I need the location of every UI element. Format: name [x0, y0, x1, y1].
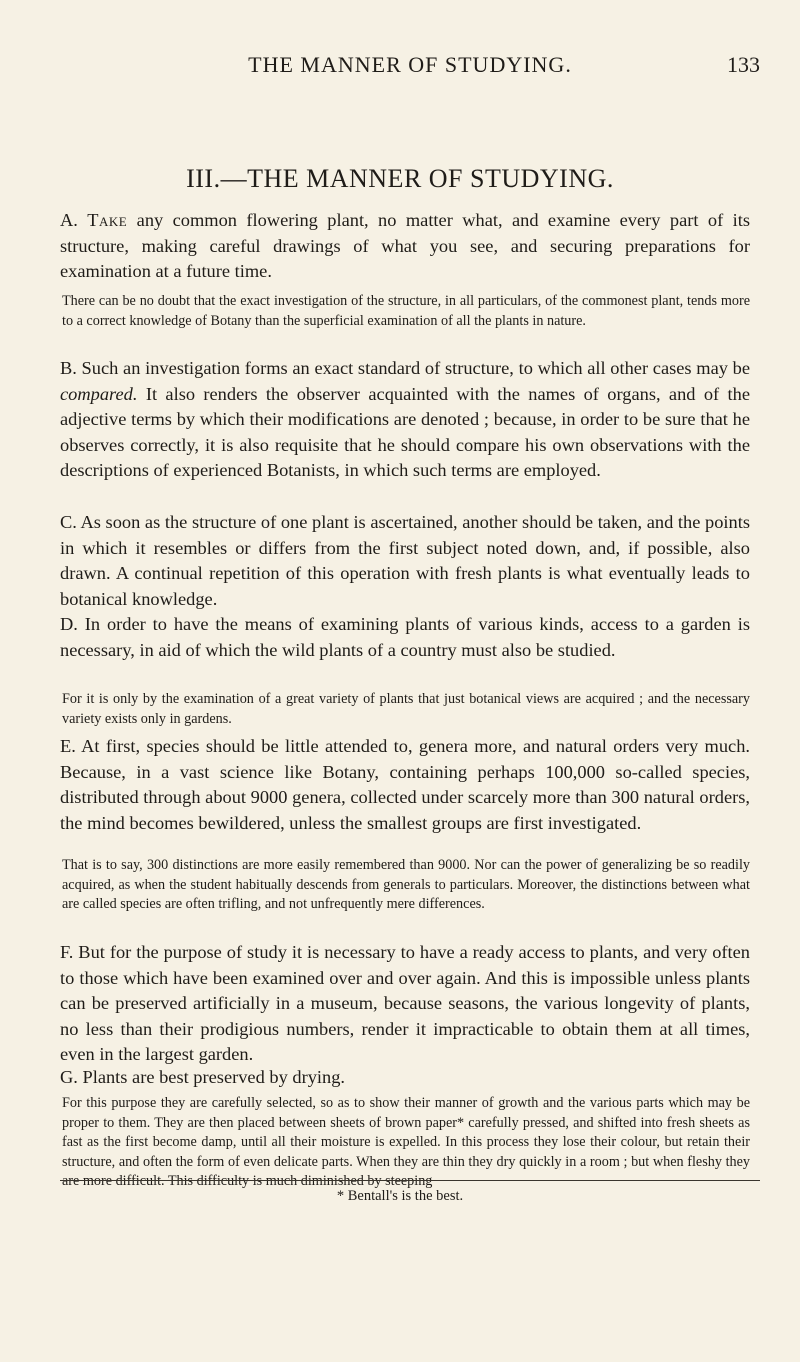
- section-a-paragraph: [60, 208, 750, 285]
- section-e-note: [60, 856, 750, 915]
- section-b-text-2: It also renders the observer acquainted with the names of organs, and of the adjective terms by which their modifications are denoted ; because, in order to be sure that he observes correctly, it is also requisite that he should compare his own observations with the descriptions of experienced Botanists, in which such terms are employed.: [60, 383, 750, 480]
- footnote: * Bentall's is the best.: [336, 1188, 464, 1204]
- footnote-rule: [60, 1180, 760, 1181]
- page-number: 133: [727, 52, 760, 77]
- section-d-note-text: For it is only by the examination of a great variety of plants that just botanical views are acquired ; and the necessary variety exists only in gardens.: [62, 691, 750, 727]
- section-b-emphasis: compared.: [60, 383, 138, 404]
- section-f-paragraph: F. But for the purpose of study it is necessary to have a ready access to plants, and very often to those which have been examined over and over again. And this is impossible unless plants can be preserved artificially in a museum, because seasons, the various longevity of plants, no less than their prodigious numbers, render it impracticable to obtain them at all times, even in the largest garden.: [60, 942, 750, 1064]
- section-g-note-text: For this purpose they are carefully selected, so as to show their manner of growth and the various parts which may be proper to them. They are then placed between sheets of brown paper* carefully pressed, and shifted into fresh sheets as fast as the first become damp, until all their moisture is expelled. In this process they lose their colour, but retain their structure, and often the form of even delicate parts. When they are thin they dry quickly in a room ; but when fleshy they are more difficult. This difficulty is much diminished by steeping: [62, 1095, 750, 1189]
- section-d-paragraph: D. In order to have the means of examining plants of various kinds, access to a garden is necessary, in aid of which the wild plants of a country must also be studied.: [60, 614, 750, 660]
- section-b-paragraph: [60, 356, 750, 484]
- section-e: [60, 734, 750, 836]
- section-a-lead: Take: [87, 210, 128, 230]
- section-d: [60, 612, 750, 663]
- section-a-label: A.: [60, 210, 78, 230]
- section-g-note: [60, 1094, 750, 1192]
- section-a: [60, 208, 750, 285]
- section-c-paragraph: C. As soon as the structure of one plant is ascertained, another should be taken, and the points in which it resembles or differs from the first subject noted down, and, if possible, also drawn. A continual repetition of this operation with fresh plants is what eventually leads to botanical knowledge.: [60, 512, 750, 609]
- section-e-paragraph: E. At first, species should be little attended to, genera more, and natural orders very much. Because, in a vast science like Botany, containing perhaps 100,000 so-called species, distributed through about 9000 genera, collected under scarcely more than 300 natural orders, the mind becomes bewildered, unless the smallest groups are first investigated.: [60, 736, 750, 833]
- section-b-text-1: B. Such an investigation forms an exact standard of structure, to which all other cases may be: [60, 358, 750, 378]
- section-d-note: [60, 690, 750, 729]
- section-g: [60, 1065, 750, 1091]
- running-title: THE MANNER OF STUDYING.: [248, 52, 572, 77]
- section-a-text: any common flowering plant, no matter what, and examine every part of its structure, making careful drawings of what you see, and securing preparations for examination at a future time.: [60, 210, 750, 281]
- section-g-paragraph: G. Plants are best preserved by drying.: [60, 1067, 345, 1087]
- section-f: [60, 940, 750, 1068]
- section-e-note-text: That is to say, 300 distinctions are more easily remembered than 9000. Nor can the power of generalizing be so readily acquired, as when the student habitually descends from generals to particulars. Moreover, the distinctions between what are called species are often trifling, and not unfrequently mere differences.: [62, 857, 750, 912]
- section-b: [60, 356, 750, 484]
- section-a-note: [60, 292, 750, 331]
- running-head: [60, 52, 760, 82]
- chapter-title: III.—THE MANNER OF STUDYING.: [186, 164, 614, 193]
- section-a-note-text: There can be no doubt that the exact investigation of the structure, in all particulars, of the commonest plant, tends more to a correct knowledge of Botany than the superficial examination of all the plants in nature.: [62, 293, 750, 329]
- section-c: [60, 510, 750, 612]
